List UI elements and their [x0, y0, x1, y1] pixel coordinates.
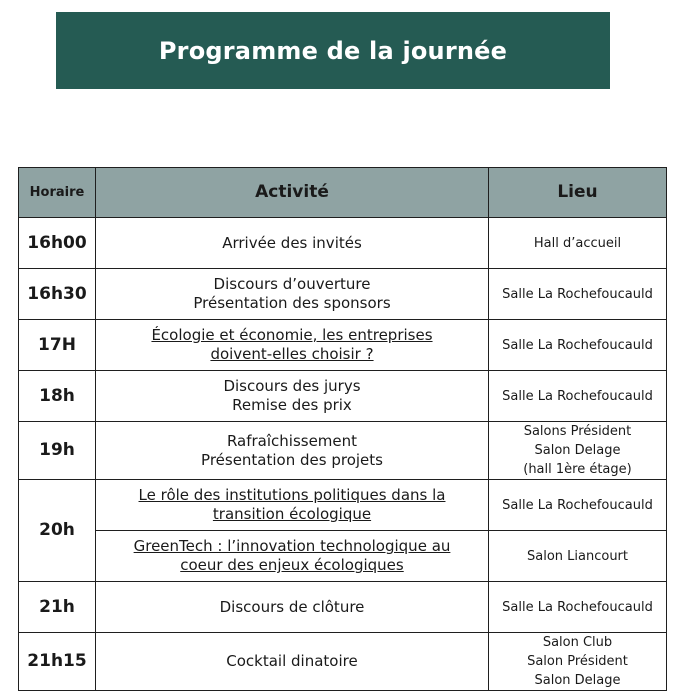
page-title-banner: [56, 12, 610, 89]
place-cell: [489, 218, 667, 269]
time-cell: 19h: [19, 422, 96, 480]
activity-link-line[interactable]: Écologie et économie, les entreprises: [151, 326, 433, 344]
activity-link-line[interactable]: doivent-elles choisir ?: [210, 345, 374, 363]
activity-line: Discours d’ouverture: [213, 275, 371, 293]
place-line: Salon Delage: [534, 673, 621, 688]
place-line: (hall 1ère étage): [523, 462, 632, 477]
time-cell: 18h: [19, 371, 96, 422]
header-horaire: Horaire: [19, 168, 96, 218]
place-cell: [489, 422, 667, 480]
place-cell: [489, 371, 667, 422]
time-cell: 21h: [19, 582, 96, 633]
page-title: Programme de la journée: [158, 36, 508, 65]
activity-line: Présentation des sponsors: [193, 294, 391, 312]
activity-cell: [96, 269, 489, 320]
place-cell: [489, 633, 667, 691]
table-header-row: [19, 168, 667, 218]
activity-link-line[interactable]: coeur des enjeux écologiques: [180, 556, 404, 574]
time-cell: 17H: [19, 320, 96, 371]
table-row: [19, 582, 667, 633]
place-line: Salle La Rochefoucauld: [502, 337, 653, 353]
activity-cell[interactable]: [96, 320, 489, 371]
place-cell: [489, 531, 667, 582]
activity-line: Présentation des projets: [201, 450, 383, 469]
place-line: Salle La Rochefoucauld: [502, 497, 653, 513]
time-cell: 21h15: [19, 633, 96, 691]
activity-cell: [96, 422, 489, 480]
place-line: Salons Président: [523, 424, 632, 439]
activity-cell: [96, 218, 489, 269]
place-line: Salle La Rochefoucauld: [502, 388, 653, 404]
header-activite: Activité: [96, 168, 489, 218]
place-cell: [489, 582, 667, 633]
activity-cell[interactable]: [96, 480, 489, 531]
place-cell: [489, 320, 667, 371]
table-row: [19, 531, 667, 582]
table-row: [19, 422, 667, 480]
place-line: Hall d’accueil: [533, 235, 622, 251]
activity-line: Cocktail dinatoire: [226, 652, 358, 670]
header-lieu: Lieu: [489, 168, 667, 218]
table-row: [19, 269, 667, 320]
time-cell: 20h: [19, 480, 96, 582]
table-row: [19, 371, 667, 422]
place-cell: [489, 269, 667, 320]
activity-link-line[interactable]: GreenTech : l’innovation technologique au: [133, 537, 451, 555]
place-line: Salon Liancourt: [527, 548, 628, 564]
activity-cell[interactable]: [96, 531, 489, 582]
activity-line: Rafraîchissement: [226, 431, 358, 450]
table-row: [19, 218, 667, 269]
table-row: [19, 320, 667, 371]
place-line: Salle La Rochefoucauld: [502, 286, 653, 302]
time-cell: 16h00: [19, 218, 96, 269]
time-cell: 16h30: [19, 269, 96, 320]
place-line: Salon Delage: [534, 443, 621, 458]
activity-line: Arrivée des invités: [222, 233, 362, 252]
activity-line: Discours de clôture: [219, 597, 365, 616]
activity-line: Discours des jurys: [223, 377, 361, 395]
place-line: Salon Club: [542, 635, 613, 650]
activity-line: Remise des prix: [232, 396, 352, 414]
activity-cell: [96, 582, 489, 633]
table-row: [19, 480, 667, 531]
table-row: [19, 633, 667, 691]
place-line: Salon Président: [527, 654, 628, 669]
activity-link-line[interactable]: transition écologique: [212, 505, 372, 523]
schedule-table: [18, 167, 667, 691]
activity-cell: [96, 633, 489, 691]
activity-link-line[interactable]: Le rôle des institutions politiques dans la: [138, 486, 446, 504]
activity-cell: [96, 371, 489, 422]
place-line: Salle La Rochefoucauld: [502, 599, 653, 615]
place-cell: [489, 480, 667, 531]
